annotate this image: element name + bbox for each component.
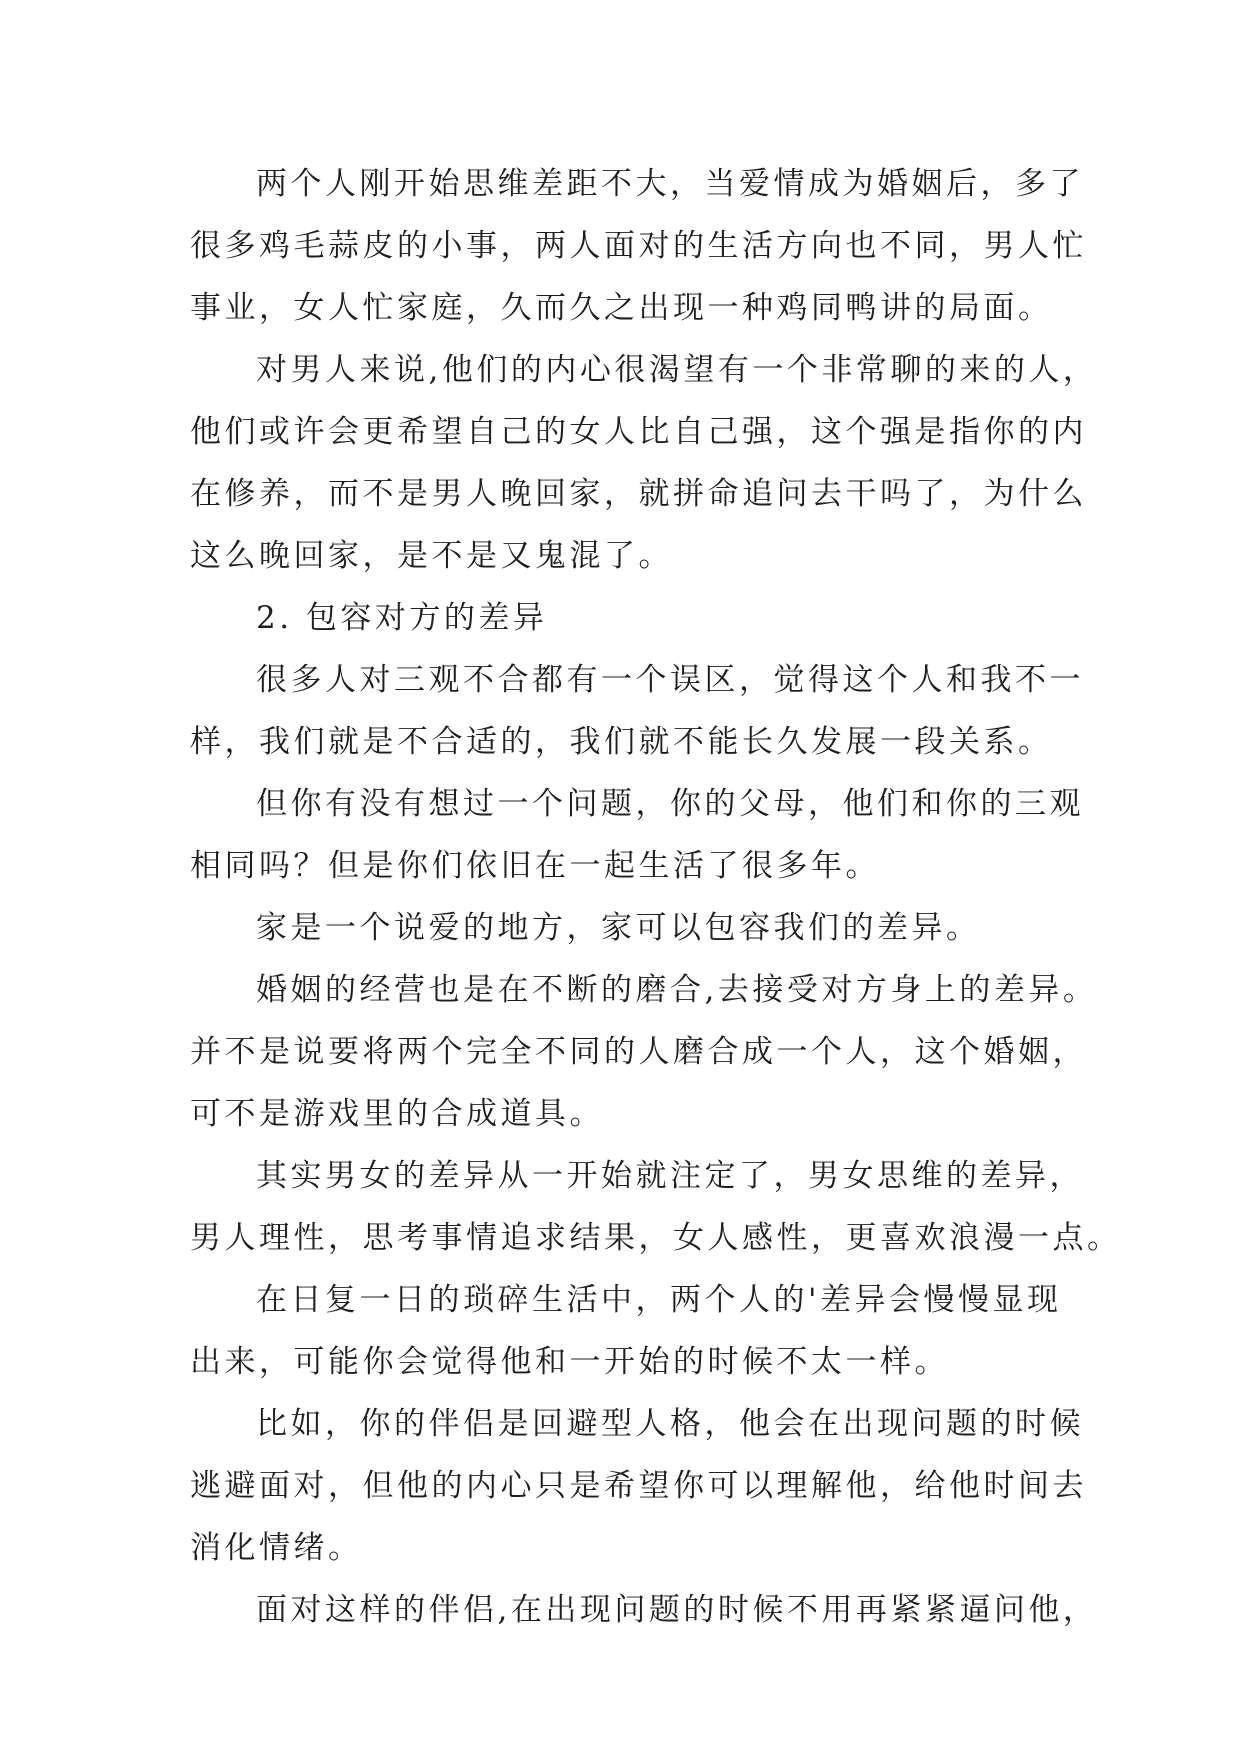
text-line: 在日复一日的琐碎生活中，两个人的'差异会慢慢显现 [256, 1282, 1062, 1318]
text-line: 男人理性，思考事情追求结果，女人感性，更喜欢浪漫一点。 [190, 1220, 1122, 1256]
text-line: 两个人刚开始思维差距不大，当爱情成为婚姻后，多了 [256, 166, 1084, 202]
text-line: 可不是游戏里的合成道具。 [190, 1096, 604, 1132]
text-line: 比如，你的伴侣是回避型人格，他会在出现问题的时候 [256, 1406, 1084, 1442]
text-line: 很多人对三观不合都有一个误区，觉得这个人和我不一 [256, 662, 1084, 698]
text-line: 对男人来说,他们的内心很渴望有一个非常聊的来的人， [256, 352, 1098, 388]
text-line: 其实男女的差异从一开始就注定了，男女思维的差异， [256, 1158, 1084, 1194]
text-line: 面对这样的伴侣,在出现问题的时候不用再紧紧逼问他， [256, 1592, 1098, 1628]
text-line: 婚姻的经营也是在不断的磨合,去接受对方身上的差异。 [256, 972, 1098, 1008]
text-line: 但你有没有想过一个问题，你的父母，他们和你的三观 [256, 786, 1084, 822]
text-line: 这么晚回家，是不是又鬼混了。 [190, 538, 673, 574]
document-body [190, 153, 1122, 1641]
text-line: 事业，女人忙家庭，久而久之出现一种鸡同鸭讲的局面。 [190, 290, 1053, 326]
text-line: 并不是说要将两个完全不同的人磨合成一个人，这个婚姻， [190, 1034, 1087, 1070]
text-line: 相同吗？但是你们依旧在一起生活了很多年。 [190, 848, 880, 884]
text-line: 家是一个说爱的地方，家可以包容我们的差异。 [256, 910, 981, 946]
text-line: 2. 包容对方的差异 [256, 600, 548, 636]
text-line: 他们或许会更希望自己的女人比自己强，这个强是指你的内 [190, 414, 1087, 450]
text-line: 在修养，而不是男人晚回家，就拼命追问去干吗了，为什么 [190, 476, 1087, 512]
text-line: 样，我们就是不合适的，我们就不能长久发展一段关系。 [190, 724, 1053, 760]
text-line: 逃避面对，但他的内心只是希望你可以理解他，给他时间去 [190, 1468, 1087, 1504]
text-line: 出来，可能你会觉得他和一开始的时候不太一样。 [190, 1344, 949, 1380]
text-line: 很多鸡毛蒜皮的小事，两人面对的生活方向也不同，男人忙 [190, 228, 1087, 264]
text-line: 消化情绪。 [190, 1530, 363, 1566]
